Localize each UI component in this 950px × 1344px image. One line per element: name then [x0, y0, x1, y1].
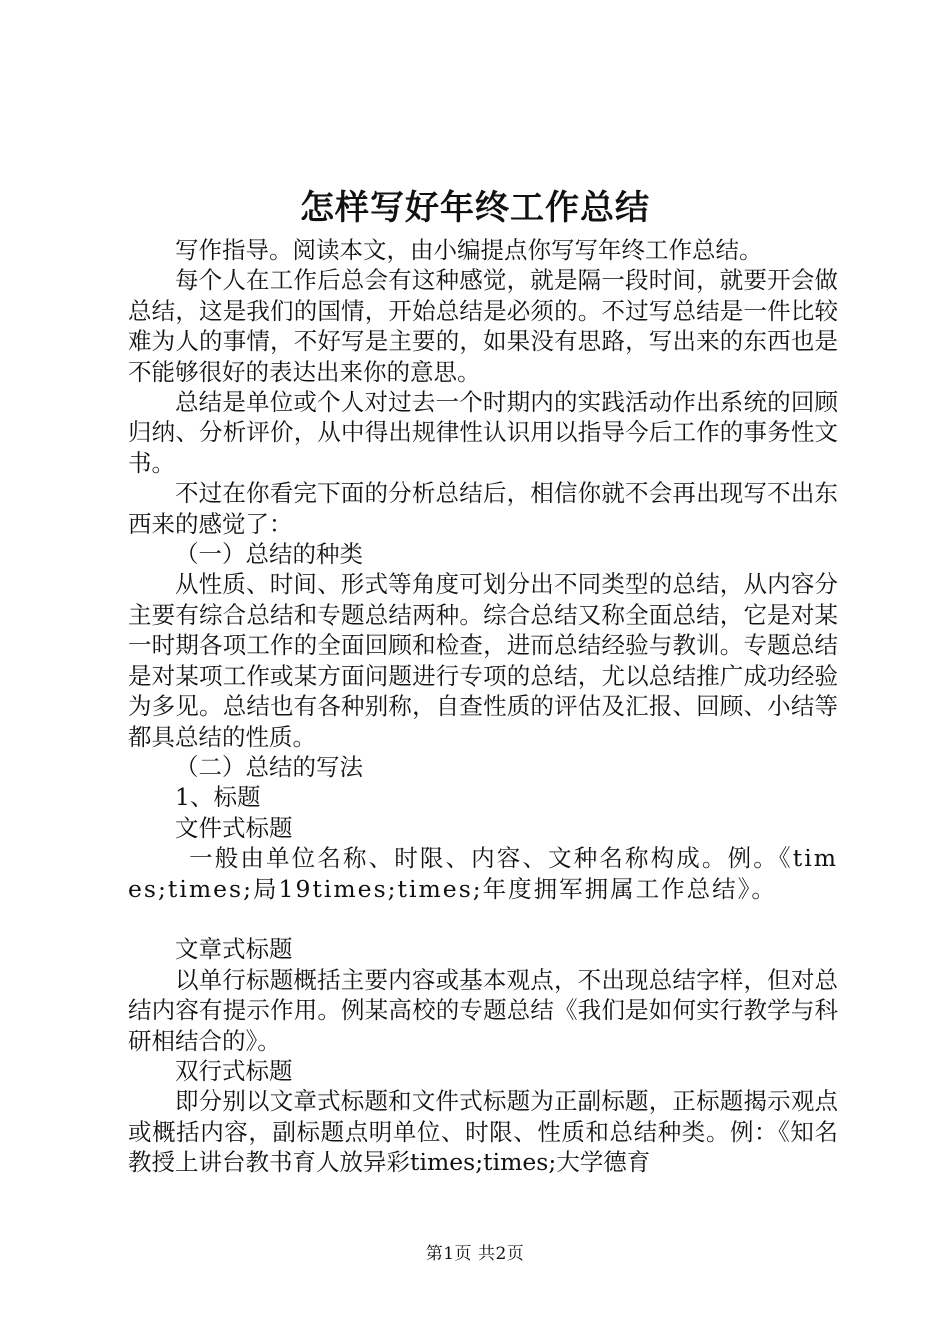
subheading-file-style: 文件式标题 [175, 813, 293, 842]
document-body [128, 235, 838, 1178]
subheading-article-style: 文章式标题 [175, 935, 293, 964]
paragraph-intro: 写作指导。阅读本文，由小编提点你写写年终工作总结。 [175, 236, 763, 264]
paragraph-types: 从性质、时间、形式等角度可划分出不同类型的总结，从内容分主要有综合总结和专题总结两种。综合总结又称全面总结，它是对某一时期各项工作的全面回顾和检查，进而总结经验与教训。专题总结是对某项工作或某方面问题进行专项的总结，尤以总结推广成功经验为多见。总结也有各种别称，自查性质的评估及汇报、回顾、小结等都具总结的性质。 [128, 570, 838, 751]
paragraph-transition: 不过在你看完下面的分析总结后，相信你就不会再出现写不出东西来的感觉了： [128, 479, 838, 538]
paragraph-double-line: 即分别以文章式标题和文件式标题为正副标题，正标题揭示观点或概括内容，副标题点明单位、时限、性质和总结种类。例：《知名教授上讲台教书育人放异彩times;times;大学德育 [128, 1087, 838, 1177]
paragraph-article-style: 以单行标题概括主要内容或基本观点，不出现总结字样，但对总结内容有提示作用。例某高校的专题总结《我们是如何实行教学与科研相结合的》。 [128, 965, 838, 1055]
paragraph-file-style: 一般由单位名称、时限、内容、文种名称构成。例。《times;times;局19times;times;年度拥军拥属工作总结》。 [128, 844, 838, 903]
section-heading-methods: （二）总结的写法 [175, 752, 363, 781]
paragraph-feeling: 每个人在工作后总会有这种感觉，就是隔一段时间，就要开会做总结，这是我们的国情，开始总结是必须的。不过写总结是一件比较难为人的事情，不好写是主要的，如果没有思路，写出来的东西也是不能够很好的表达出来你的意思。 [128, 266, 838, 386]
paragraph-definition: 总结是单位或个人对过去一个时期内的实践活动作出系统的回顾归纳、分析评价，从中得出规律性认识用以指导今后工作的事务性文书。 [128, 388, 838, 477]
section-heading-types: （一）总结的种类 [175, 540, 363, 569]
subheading-double-line: 双行式标题 [175, 1056, 293, 1085]
blank-line [128, 904, 838, 934]
subheading-title: 1、标题 [175, 783, 261, 812]
page-footer: 第1页 共2页 [425, 1244, 525, 1264]
document-title: 怎样写好年终工作总结 [300, 188, 650, 228]
